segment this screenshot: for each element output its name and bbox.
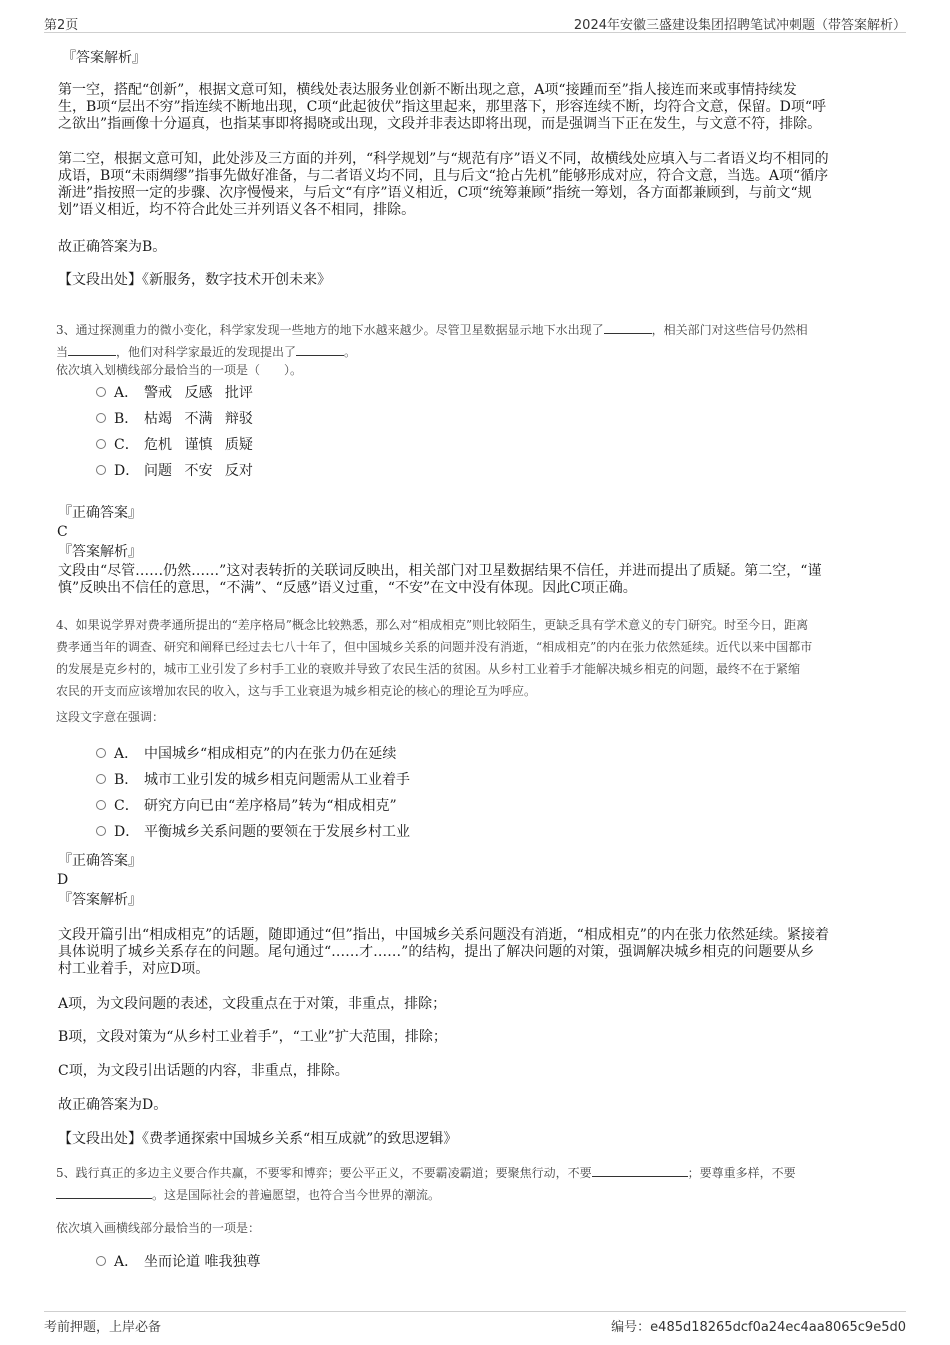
text-line: 慎”反映出不信任的意思，“不满”、“反感”语义过重，“不安”在文中没有体现。因此C项正确。 xyxy=(58,580,637,596)
text-line: 成语，B项“未雨绸缪”指事先做好准备，与二者语义均不同，且与后文“抢占先机”能够形成对应，符合文意，当选。A项“循序 xyxy=(58,168,829,184)
text-line: 之欲出”指画像十分逼真，也指某事即将揭晓或出现，文段并非表达即将出现，而是强调当下正在发生，与文意不符，排除。 xyxy=(58,116,822,132)
radio-icon[interactable] xyxy=(96,465,106,475)
q4-source: 【文段出处】《费孝通探索中国城乡关系“相互成就”的致思逻辑》 xyxy=(58,1131,458,1147)
page-footer xyxy=(44,1311,906,1336)
radio-icon[interactable] xyxy=(96,800,106,810)
radio-icon[interactable] xyxy=(96,826,106,836)
q3-answer: C xyxy=(57,524,68,540)
q3-stem: 3、通过探测重力的微小变化，科学家发现一些地方的地下水越来越少。尽管卫星数据显示地下水出现了 ，相关部门对这些信号仍然相 当 ，他们对科学家最近的发现提出了 。 xyxy=(56,323,808,359)
q2-analysis-para-1 xyxy=(58,82,826,133)
q5-option-a[interactable]: A． 坐而论道 唯我独尊 xyxy=(96,1253,260,1271)
q4-analysis xyxy=(58,927,829,978)
page-number: 第2页 xyxy=(44,18,79,33)
text-line: 4、如果说学界对费孝通所提出的“差序格局”概念比较熟悉，那么对“相成相克”则比较陌生，更缺乏具有学术意义的专门研究。时至今日，距离 xyxy=(56,618,809,632)
q3-option-b[interactable]: B． 枯竭 不满 辩驳 xyxy=(96,410,253,428)
q4-prompt: 这段文字意在强调： xyxy=(56,710,165,724)
q3-option-c[interactable]: C． 危机 谨慎 质疑 xyxy=(96,436,253,454)
q3-option-d[interactable]: D． 问题 不安 反对 xyxy=(96,462,253,480)
q4-conclusion: 故正确答案为D。 xyxy=(58,1097,168,1113)
text-line: 具体说明了城乡关系存在的问题。尾句通过“……才……”的结构，提出了解决问题的对策，强调解决城乡相克的问题要从乡 xyxy=(58,944,815,960)
radio-icon[interactable] xyxy=(96,387,106,397)
text-line: 渐进”指按照一定的步骤、次序慢慢来，与后文“有序”语义相近，C项“统筹兼顾”指统一筹划，各方面都兼顾到，与前文“规 xyxy=(58,185,812,201)
text-line: 文段由“尽管……仍然……”这对表转折的关联词反映出，相关部门对卫星数据结果不信任，并进而提出了质疑。第二空，“谨 xyxy=(58,563,822,579)
text-line: 村工业着手，对应D项。 xyxy=(58,961,210,977)
q5-prompt: 依次填入画横线部分最恰当的一项是： xyxy=(56,1221,261,1235)
footer-slogan: 考前押题，上岸必备 xyxy=(44,1320,162,1335)
text-line: 费孝通当年的调查、研究和阐释已经过去七八十年了，但中国城乡关系的问题并没有消逝，“相成相克”的内在张力依然延续。近代以来中国都市 xyxy=(56,640,813,654)
q4-explain-a: A项，为文段问题的表述，文段重点在于对策，非重点，排除； xyxy=(58,996,447,1012)
fill-blank-2 xyxy=(56,1186,152,1199)
text-line: 划”语义相近，均不符合此处三并列语义各不相同，排除。 xyxy=(58,202,416,218)
page-header xyxy=(44,10,906,33)
radio-icon[interactable] xyxy=(96,748,106,758)
text-line: 文段开篇引出“相成相克”的话题，随即通过“但”指出，中国城乡关系问题没有消逝，“相成相克”的内在张力依然延续。紧接着 xyxy=(58,927,829,943)
text-line: 生，B项“层出不穷”指连续不断地出现，C项“此起彼伏”指这里起来，那里落下，形容连续不断，均符合文意，保留。D项“呼 xyxy=(58,99,827,115)
q4-answer: D xyxy=(57,872,69,888)
q2-conclusion: 故正确答案为B。 xyxy=(58,239,167,255)
q4-answer-label: 『正确答案』 xyxy=(58,853,142,869)
q2-analysis-label: 『答案解析』 xyxy=(62,50,146,66)
q4-explain-c: C项，为文段引出话题的内容，非重点，排除。 xyxy=(58,1063,349,1079)
radio-icon[interactable] xyxy=(96,774,106,784)
text-line: 的发展是克乡村的，城市工业引发了乡村手工业的衰败并导致了农民生活的贫困。从乡村工业着手才能解决城乡相克的问题，最终不在于紧缩 xyxy=(56,662,801,676)
q4-option-c[interactable]: C． 研究方向已由“差序格局”转为“相成相克” xyxy=(96,797,397,815)
fill-blank-1 xyxy=(604,321,652,334)
q4-stem xyxy=(56,614,906,702)
q4-option-d[interactable]: D． 平衡城乡关系问题的要领在于发展乡村工业 xyxy=(96,823,410,841)
q2-source: 【文段出处】《新服务，数字技术开创未来》 xyxy=(58,272,331,288)
document-id: 编号：e485d18265dcf0a24ec4aa8065c9e5d0 xyxy=(611,1320,906,1335)
q5-stem: 5、践行真正的多边主义要合作共赢，不要零和博弈；要公平正义，不要霸凌霸道；要聚焦行动，不要 ；要尊重多样，不要 。这是国际社会的普遍愿望，也符合当今世界的潮流。 xyxy=(56,1166,796,1202)
q2-analysis-para-2 xyxy=(58,151,829,219)
text-line: 农民的开支而应该增加农民的收入，这与手工业衰退为城乡相克论的核心的理论互为呼应。 xyxy=(56,684,537,698)
document-title: 2024年安徽三盛建设集团招聘笔试冲刺题（带答案解析） xyxy=(573,18,906,33)
fill-blank-2 xyxy=(68,343,116,356)
q3-answer-label: 『正确答案』 xyxy=(58,505,142,521)
text-line: 第二空，根据文意可知，此处涉及三方面的并列，“科学规划”与“规范有序”语义不同，故横线处应填入与二者语义均不相同的 xyxy=(58,151,829,167)
radio-icon[interactable] xyxy=(96,439,106,449)
q3-option-a[interactable]: A． 警戒 反感 批评 xyxy=(96,384,253,402)
q3-analysis-label: 『答案解析』 xyxy=(58,544,142,560)
q4-explain-b: B项，文段对策为“从乡村工业着手”，“工业”扩大范围，排除； xyxy=(58,1029,447,1045)
q4-option-a[interactable]: A． 中国城乡“相成相克”的内在张力仍在延续 xyxy=(96,745,396,763)
text-line: 第一空，搭配“创新”，根据文意可知，横线处表达服务业创新不断出现之意，A项“接踵而至”指人接连而来或事情持续发 xyxy=(58,82,797,98)
q3-analysis xyxy=(58,563,821,597)
q3-prompt: 依次填入划横线部分最恰当的一项是（ ）。 xyxy=(56,363,303,377)
radio-icon[interactable] xyxy=(96,413,106,423)
q4-option-b[interactable]: B． 城市工业引发的城乡相克问题需从工业着手 xyxy=(96,771,410,789)
fill-blank-1 xyxy=(592,1164,688,1177)
q4-analysis-label: 『答案解析』 xyxy=(58,892,142,908)
fill-blank-3 xyxy=(296,343,344,356)
radio-icon[interactable] xyxy=(96,1256,106,1266)
